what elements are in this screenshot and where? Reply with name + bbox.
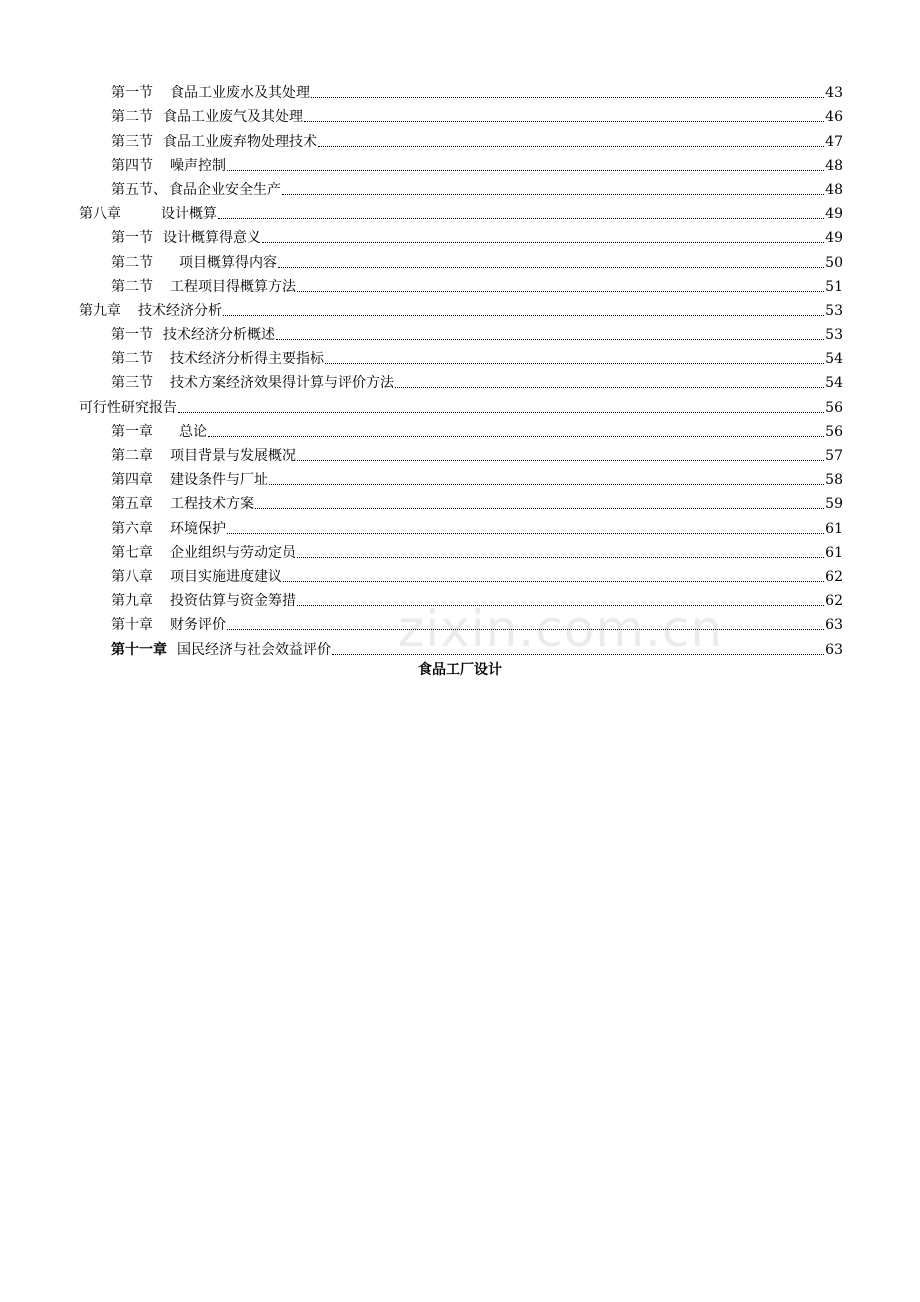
- toc-entry-number: 第二节: [111, 109, 153, 126]
- toc-entry-number: 第一章: [111, 423, 153, 440]
- toc-entry-title: 项目概算得内容: [179, 254, 277, 271]
- toc-entry-label: [111, 134, 317, 150]
- toc-page-number: 47: [825, 133, 843, 150]
- toc-entry-title: 投资估算与资金筹措: [170, 593, 296, 610]
- toc-entry-number: 第四章: [111, 472, 153, 489]
- toc-entry-label: [111, 472, 268, 488]
- toc-entry[interactable]: [79, 150, 843, 174]
- toc-entry[interactable]: [79, 512, 843, 536]
- toc-entry[interactable]: [79, 222, 843, 246]
- toc-entry-number: 第三节: [111, 133, 153, 150]
- toc-page-number: 46: [825, 109, 843, 126]
- toc-dot-leader: [282, 194, 824, 195]
- toc-dot-leader: [278, 267, 824, 268]
- toc-entry-title: 建设条件与厂址: [170, 472, 268, 489]
- toc-page-number: 53: [825, 302, 843, 319]
- toc-dot-leader: [297, 460, 824, 461]
- toc-entry-label: [111, 448, 296, 464]
- toc-entry-label: [111, 521, 226, 537]
- toc-entry-number: 第九章: [111, 593, 153, 610]
- toc-dot-leader: [227, 170, 824, 171]
- toc-page-number: 57: [825, 448, 843, 464]
- toc-entry-number: 第十章: [111, 617, 153, 634]
- toc-entry-label: [111, 279, 296, 295]
- toc-entry-label: [111, 255, 277, 271]
- toc-entry-title: 国民经济与社会效益评价: [177, 641, 331, 658]
- document-title: 食品工厂设计: [418, 662, 502, 678]
- toc-entry-label: [111, 569, 282, 585]
- toc-entry[interactable]: [79, 246, 843, 270]
- toc-entry[interactable]: [79, 561, 843, 585]
- toc-entry-number: 第五章: [111, 496, 153, 513]
- toc-entry-label: [111, 327, 275, 343]
- toc-entry-title: 技术方案经济效果得计算与评价方法: [170, 375, 394, 392]
- toc-page-number: 53: [825, 327, 843, 344]
- toc-entry[interactable]: [79, 609, 843, 633]
- toc-entry[interactable]: [79, 464, 843, 488]
- toc-entry[interactable]: [79, 585, 843, 609]
- toc-dot-leader: [269, 484, 824, 485]
- toc-entry-title: 技术经济分析: [138, 302, 222, 319]
- toc-entry-number: 第一节: [111, 230, 153, 247]
- toc-dot-leader: [318, 146, 824, 147]
- toc-page-number: 54: [825, 351, 843, 368]
- toc-entry[interactable]: [79, 77, 843, 101]
- toc-entry-number: 第六章: [111, 520, 153, 537]
- toc-entry-label: [111, 230, 261, 246]
- toc-entry[interactable]: [79, 537, 843, 561]
- toc-entry-label: [111, 85, 310, 101]
- toc-entry-label: [111, 375, 394, 391]
- toc-entry-title: 食品企业安全生产: [169, 181, 281, 198]
- toc-dot-leader: [227, 629, 824, 630]
- toc-dot-leader: [227, 533, 824, 534]
- toc-entry-number: 第七章: [111, 544, 153, 561]
- toc-entry-title: 设计概算得意义: [163, 230, 261, 247]
- toc-dot-leader: [178, 412, 824, 413]
- toc-entry-title: 食品工业废气及其处理: [163, 109, 303, 126]
- toc-dot-leader: [283, 581, 824, 582]
- toc-dot-leader: [325, 363, 824, 364]
- toc-entry[interactable]: [79, 416, 843, 440]
- toc-entry-label: [79, 206, 217, 222]
- toc-page-number: 62: [825, 593, 843, 610]
- toc-page-number: 62: [825, 568, 843, 585]
- toc-page-number: 54: [825, 375, 843, 392]
- toc-entry-number: 第二节: [111, 351, 153, 368]
- toc-entry-number: 第二章: [111, 448, 153, 464]
- toc-entry[interactable]: [79, 271, 843, 295]
- toc-entry-number: 第二节: [111, 278, 153, 295]
- toc-entry-title: 工程技术方案: [170, 496, 254, 513]
- toc-entry-number: 第十一章: [111, 641, 167, 658]
- toc-page-number: 63: [825, 641, 843, 658]
- toc-entry[interactable]: [79, 125, 843, 149]
- toc-dot-leader: [311, 97, 824, 98]
- toc-page-number: 56: [825, 423, 843, 440]
- toc-entry-title: 噪声控制: [170, 157, 226, 174]
- toc-entry-title: 财务评价: [170, 617, 226, 634]
- toc-entry-title: 企业组织与劳动定员: [170, 544, 296, 561]
- toc-dot-leader: [297, 291, 824, 292]
- toc-entry-label: [111, 642, 331, 658]
- toc-page-number: 51: [825, 278, 843, 295]
- toc-page-number: 61: [825, 520, 843, 537]
- toc-entry-title: 技术经济分析得主要指标: [170, 351, 324, 368]
- toc-entry-label: [111, 158, 226, 174]
- toc-entry-number: 第八章: [79, 206, 121, 223]
- toc-entry-label: [111, 593, 296, 609]
- toc-entry-title: 总论: [179, 423, 207, 440]
- toc-entry[interactable]: [79, 488, 843, 512]
- toc-entry-number: 第一节: [111, 327, 153, 344]
- toc-entry-number: 第二节: [111, 254, 153, 271]
- toc-entry-title: 食品工业废水及其处理: [170, 85, 310, 102]
- toc-dot-leader: [332, 654, 824, 655]
- toc-entry-label: [111, 545, 296, 561]
- toc-entry-number: 第九章: [79, 302, 121, 319]
- toc-page-number: 61: [825, 544, 843, 561]
- toc-page-number: 63: [825, 617, 843, 634]
- toc-entry[interactable]: [79, 101, 843, 125]
- toc-entry-title: 项目背景与发展概况: [170, 448, 296, 464]
- toc-entry-label: [111, 351, 324, 367]
- toc-page-number: 49: [825, 230, 843, 247]
- toc-entry-title: 技术经济分析概述: [163, 327, 275, 344]
- toc-entry[interactable]: [79, 198, 843, 222]
- table-of-contents: [79, 77, 843, 658]
- toc-entry-number: 第四节: [111, 157, 153, 174]
- toc-entry-label: [111, 424, 207, 440]
- watermark: zixin.com.cn: [398, 600, 724, 658]
- toc-entry[interactable]: [79, 319, 843, 343]
- toc-entry-title: 食品工业废弃物处理技术: [163, 133, 317, 150]
- toc-dot-leader: [276, 339, 824, 340]
- toc-entry-title: 可行性研究报告: [79, 399, 177, 416]
- toc-dot-leader: [297, 605, 824, 606]
- toc-entry[interactable]: [79, 633, 843, 657]
- toc-entry-label: [79, 303, 222, 319]
- toc-dot-leader: [223, 315, 824, 316]
- toc-entry-number: 第一节: [111, 85, 153, 102]
- toc-entry-number: 第三节: [111, 375, 153, 392]
- toc-entry[interactable]: [79, 295, 843, 319]
- toc-entry-number: 第八章: [111, 568, 153, 585]
- toc-entry[interactable]: [79, 367, 843, 391]
- toc-entry-label: [79, 400, 177, 416]
- toc-dot-leader: [304, 121, 824, 122]
- toc-entry-label: [111, 496, 254, 512]
- toc-entry-label: [111, 617, 226, 633]
- toc-entry-title: 设计概算: [161, 206, 217, 223]
- toc-dot-leader: [255, 508, 824, 509]
- toc-entry-label: [111, 182, 281, 198]
- toc-page-number: 48: [825, 157, 843, 174]
- toc-page-number: 48: [825, 181, 843, 198]
- toc-entry-title: 环境保护: [170, 520, 226, 537]
- toc-entry[interactable]: [79, 391, 843, 415]
- toc-entry-label: [111, 109, 303, 125]
- toc-page-number: 59: [825, 496, 843, 513]
- toc-entry[interactable]: [79, 174, 843, 198]
- toc-entry[interactable]: [79, 343, 843, 367]
- toc-dot-leader: [297, 557, 824, 558]
- toc-entry-number: 第五节、: [111, 181, 167, 198]
- toc-dot-leader: [218, 218, 824, 219]
- toc-dot-leader: [395, 387, 824, 388]
- toc-entry-title: 项目实施进度建议: [170, 568, 282, 585]
- toc-page-number: 43: [825, 85, 843, 102]
- toc-page-number: 56: [825, 399, 843, 416]
- toc-page-number: 50: [825, 254, 843, 271]
- toc-dot-leader: [208, 436, 824, 437]
- toc-page-number: 58: [825, 472, 843, 489]
- toc-entry[interactable]: [79, 440, 843, 464]
- toc-entry-title: 工程项目得概算方法: [170, 278, 296, 295]
- toc-page-number: 49: [825, 206, 843, 223]
- toc-dot-leader: [262, 242, 824, 243]
